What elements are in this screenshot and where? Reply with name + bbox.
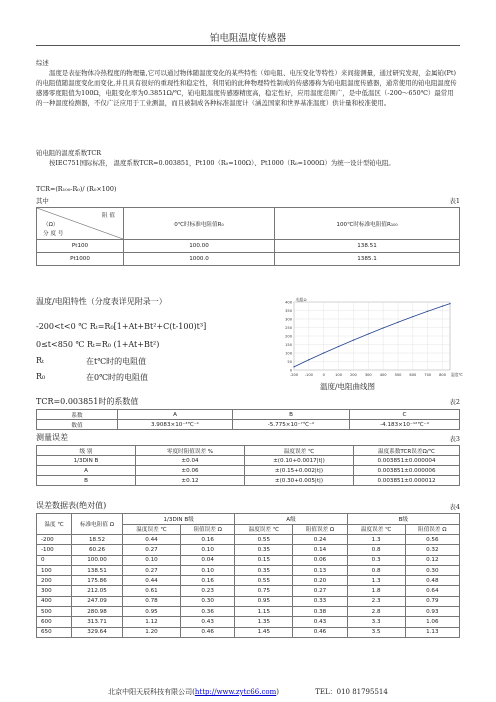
x-tick-label: 100 [335, 373, 343, 377]
table-cell: -100 [37, 545, 72, 555]
table-cell: 2.8 [347, 607, 405, 617]
table-cell: B级 [347, 514, 459, 525]
table-cell: 0.78 [123, 596, 181, 606]
table-cell: 0.32 [405, 545, 459, 555]
table-cell: 0.56 [405, 535, 459, 545]
table-cell: 0.27 [123, 545, 181, 555]
table-cell: 138.51 [275, 240, 460, 253]
table1-col-r100: 100℃时标准电阻值R₁₀₀ [275, 208, 460, 240]
table-cell: 0.16 [181, 535, 235, 545]
table-cell: 200 [37, 576, 72, 586]
y-tick-label: 150 [285, 343, 292, 347]
table-cell: 600 [37, 617, 72, 627]
table-cell: 温度误差 ℃ [235, 524, 293, 535]
data-point [308, 359, 309, 360]
error-heading: 测量误差 [36, 433, 68, 442]
table-cell: 300 [37, 586, 72, 596]
table1-label: 表1 [449, 197, 460, 205]
table-cell: 0.44 [123, 535, 181, 545]
table-cell: 0.38 [293, 607, 347, 617]
x-tick-label: 0 [322, 373, 325, 377]
table-cell: 1.8 [347, 586, 405, 596]
table1-corner [37, 208, 124, 240]
table-cell: 阻值误差 Ω [293, 524, 347, 535]
table-cell: 0.95 [235, 596, 293, 606]
table-cell: 0.16 [181, 576, 235, 586]
table-cell: 温度误差 ℃ [245, 446, 354, 456]
table-row [37, 596, 460, 606]
table-cell: 阻值误差 Ω [405, 524, 459, 535]
table-cell: 175.86 [72, 576, 123, 586]
table-row [37, 476, 460, 486]
table-cell: 138.51 [72, 565, 123, 575]
table-cell: 0.75 [235, 586, 293, 596]
header-rule [36, 45, 460, 46]
y-tick-label: 400 [285, 300, 292, 305]
table-cell: 温度系数TCR误差Ω/℃ [354, 446, 460, 456]
table-cell: 0 [37, 555, 72, 565]
tcr-formula: TCR=(R₁₀₀-R₀)/ (R₀×100) [36, 185, 117, 193]
table-cell: 212.05 [72, 586, 123, 596]
page-title: 铂电阻温度传感器 [209, 33, 286, 44]
table-cell: 650 [37, 627, 72, 637]
table-row [37, 617, 460, 627]
x-tick-label: 500 [394, 373, 402, 377]
r0-symbol: R₀ [36, 372, 46, 381]
table-cell: 0.13 [293, 565, 347, 575]
table-cell: 温度误差 ℃ [123, 524, 181, 535]
table-cell: 0.27 [123, 565, 181, 575]
table-cell: 数值 [37, 420, 118, 430]
x-tick-label: 600 [409, 373, 417, 377]
y-tick-label: 300 [285, 317, 292, 322]
table-row [37, 565, 460, 575]
x-tick-label: 200 [349, 373, 357, 377]
table-cell: 0.27 [293, 586, 347, 596]
table-cell: 0.10 [181, 565, 235, 575]
rt-description: 在t℃时的电阻值 [86, 357, 147, 366]
table-cell: 100.00 [72, 555, 123, 565]
table-cell: 标准电阻值 Ω [72, 514, 123, 535]
table-cell: C [350, 410, 460, 420]
y-tick-label: 350 [285, 309, 292, 313]
table-cell: 3.5 [347, 627, 405, 637]
table-cell: 0.8 [347, 565, 405, 575]
table-row [37, 466, 460, 476]
table-cell: 280.98 [72, 607, 123, 617]
y-tick-label: 100 [285, 351, 292, 356]
table-cell: 0.35 [235, 545, 293, 555]
table-row [37, 627, 460, 637]
table-row [37, 535, 460, 545]
table-cell: 400 [37, 596, 72, 606]
table4-label: 表4 [449, 503, 460, 511]
table-cell: 0.55 [235, 576, 293, 586]
chart-caption: 温度/电阻曲线图 [320, 382, 376, 391]
table-cell: 0.46 [293, 627, 347, 637]
data-point [412, 316, 413, 317]
temperature-resistance-chart [268, 296, 464, 384]
x-tick-label: -200 [289, 373, 299, 377]
table-cell: 0.20 [293, 576, 347, 586]
table-cell: -5.775×10⁻⁷℃⁻² [233, 420, 350, 430]
coefficient-table [36, 409, 460, 430]
overview-heading: 综述 [36, 59, 49, 67]
among-label: 其中 [36, 197, 49, 205]
y-axis-label: 电阻Ω [296, 297, 307, 302]
table-cell: B [37, 476, 136, 486]
table-cell: 0.003851±0.000012 [354, 476, 460, 486]
table-cell: 0.55 [235, 535, 293, 545]
table-cell: 18.52 [72, 535, 123, 545]
data-point [368, 333, 369, 334]
error-data-heading: 误差数据表(绝对值) [36, 501, 107, 510]
data-point [353, 340, 354, 341]
table-cell: 0.15 [235, 555, 293, 565]
table-cell: 0.10 [123, 555, 181, 565]
table-cell: B [233, 410, 350, 420]
table-row [37, 253, 460, 266]
table-cell: 0.14 [293, 545, 347, 555]
table-cell: 247.09 [72, 596, 123, 606]
footer-tel: TEL：010 81795514 [315, 688, 388, 696]
y-tick-label: 200 [285, 334, 292, 339]
footer-company: 北京中阳天辰科技有限公司( [108, 688, 195, 696]
footer-paren: ) [276, 688, 279, 696]
table-cell: 1/3DIN B [37, 456, 136, 466]
table-cell: 0.24 [293, 535, 347, 545]
table-cell: 0.06 [293, 555, 347, 565]
table-row [37, 410, 460, 420]
table-cell: 329.64 [72, 627, 123, 637]
footer [0, 687, 496, 697]
y-tick-label: 50 [287, 360, 292, 364]
equation-negative: -200<t<0 ℃ Rₜ=R₀[1+At+Bt²+C(t-100)t³] [36, 322, 207, 331]
table-cell: 1.20 [123, 627, 181, 637]
table-cell: ±0.12 [136, 476, 245, 486]
resistance-table [36, 207, 460, 266]
table-cell: A [37, 466, 136, 476]
table1-col-r0: 0℃时标准电阻值R₀ [124, 208, 275, 240]
rt-symbol: Rₜ [36, 356, 44, 365]
table-cell: 0.48 [405, 576, 459, 586]
table-cell: A [118, 410, 233, 420]
corner-top-label: 阻 值 [102, 213, 115, 219]
table-cell: 0.10 [181, 545, 235, 555]
table-cell: 100 [37, 565, 72, 575]
table-cell: 0.43 [293, 617, 347, 627]
table-cell: 1.3 [347, 576, 405, 586]
table-header-row [37, 514, 460, 525]
table-cell: 0.003851±0.000004 [354, 456, 460, 466]
x-tick-label: 800 [439, 373, 447, 377]
table-cell: 0.33 [293, 596, 347, 606]
data-point [293, 366, 294, 367]
table-cell: 1.35 [235, 617, 293, 627]
overview-body: 温度是表征物体冷热程度的物理量,它可以通过物体随温度变化的某些特性（如电阻、电压变化等特性）来间接测量，通过研究发现，金属铂(Pt)的电阻值随温度变化而变化,并且具有很好的重现性和稳定性，利用铂的此种物理特性制成的传感器称为铂电阻温度传感器，通常使用的铂电阻温度传感器零度阻值为100Ω，电阻变化率为0.3851Ω/℃，铂电阻温度传感器精度高，稳定性好，应用温度范围广，是中低温区（-200～650℃）最常用的一种温度检测器，不仅广泛应用于工业测温，而且被制成各种标准温度计（涵盖国家和世界基准温度）供计量和校准使用。 [36, 69, 457, 107]
x-tick-label: 400 [379, 373, 387, 377]
table-row [37, 545, 460, 555]
table-cell: ±(0.15+0.002|t|) [245, 466, 354, 476]
data-point [323, 352, 324, 353]
table-cell: 0.61 [123, 586, 181, 596]
table-cell: 0.46 [181, 627, 235, 637]
footer-website-link[interactable]: http://www.zytc66.com [194, 688, 277, 696]
table-cell: 0.79 [405, 596, 459, 606]
tcr-heading: 铂电阻的温度系数TCR [36, 149, 102, 157]
table-cell: 3.3 [347, 617, 405, 627]
table-cell: 阻值误差 Ω [181, 524, 235, 535]
characteristic-heading: 温度/电阻特性（分度表详见附录一） [36, 297, 167, 306]
table-cell: 1.12 [123, 617, 181, 627]
table-cell: 0.44 [123, 576, 181, 586]
table-cell: 0.30 [405, 565, 459, 575]
table-cell: 1000.0 [124, 253, 275, 266]
table-cell: Pt1000 [37, 253, 124, 266]
data-point [383, 327, 384, 328]
data-point [442, 306, 443, 307]
table-cell: 0.04 [181, 555, 235, 565]
table-row [37, 555, 460, 565]
table-cell: ±(0.10+0.0017|t|) [245, 456, 354, 466]
table-cell: 1.13 [405, 627, 459, 637]
coef-heading: TCR=0.003851时的系数值 [36, 397, 139, 406]
equation-positive: 0≤t<850 ℃ Rₜ=R₀ (1+At+Bt²) [36, 340, 160, 349]
table2-label: 表2 [449, 398, 460, 406]
table-row [37, 420, 460, 430]
table-cell: 0.93 [405, 607, 459, 617]
table3-label: 表3 [449, 435, 460, 443]
r0-description: 在0℃时的电阻值 [86, 373, 149, 382]
table-cell: -4.183×10⁻¹²℃⁻⁴ [350, 420, 460, 430]
error-data-table [36, 513, 460, 638]
table-cell: 温度误差 ℃ [347, 524, 405, 535]
table-cell: 级 别 [37, 446, 136, 456]
x-tick-label: 300 [364, 373, 372, 377]
table-cell: 0.36 [181, 607, 235, 617]
table-cell: ±0.06 [136, 466, 245, 476]
table-cell: Pt100 [37, 240, 124, 253]
y-tick-label: 250 [285, 326, 292, 330]
table-cell: 313.71 [72, 617, 123, 627]
table-row [37, 240, 460, 253]
table-cell: ±0.04 [136, 456, 245, 466]
table-cell: ±(0.30+0.005|t|) [245, 476, 354, 486]
table-cell: 1.45 [235, 627, 293, 637]
table-row [37, 607, 460, 617]
table-cell: 0.95 [123, 607, 181, 617]
table-cell: -200 [37, 535, 72, 545]
error-table [36, 445, 460, 486]
table-row [37, 456, 460, 466]
table-cell: 0.3 [347, 555, 405, 565]
table-cell: 1.3 [347, 535, 405, 545]
table-cell: 1.06 [405, 617, 459, 627]
table-header-row [37, 446, 460, 456]
table-cell: 0.43 [181, 617, 235, 627]
table-cell: 3.9083×10⁻³℃⁻¹ [118, 420, 233, 430]
table-cell: 0.35 [235, 565, 293, 575]
table-cell: 0.23 [181, 586, 235, 596]
table-cell: 系数 [37, 410, 118, 420]
table-cell: A级 [235, 514, 347, 525]
corner-mid-label: （Ω） [43, 222, 59, 228]
corner-bottom-label: 分 度 号 [43, 231, 64, 237]
data-point [397, 322, 398, 323]
table-cell: 0.12 [405, 555, 459, 565]
table-row [37, 586, 460, 596]
y-tick-label: 0 [289, 368, 292, 373]
table-cell: 0.003851±0.000006 [354, 466, 460, 476]
table-cell: 1.15 [235, 607, 293, 617]
tcr-text: 按IEC751国际标准， 温度系数TCR=0.003851，Pt100（R₀=100Ω）、Pt1000（R₀=1000Ω）为统一设计型铂电阻。 [49, 159, 395, 167]
table-cell: 100.00 [124, 240, 275, 253]
data-point [427, 311, 428, 312]
x-axis-label: 温度℃ [451, 372, 463, 377]
data-point [338, 346, 339, 347]
table-cell: 2.3 [347, 596, 405, 606]
table-cell: 0.64 [405, 586, 459, 596]
table-cell: 500 [37, 607, 72, 617]
x-tick-label: 700 [424, 373, 432, 377]
table-cell: 1/3DIN B级 [123, 514, 235, 525]
table-cell: 1385.1 [275, 253, 460, 266]
x-tick-label: -100 [304, 373, 313, 377]
table-cell: 零度时阻值误差 % [136, 446, 245, 456]
table-cell: 0.8 [347, 545, 405, 555]
data-point [449, 303, 450, 304]
table-cell: 温度 ℃ [37, 514, 72, 535]
table-cell: 0.30 [181, 596, 235, 606]
table-cell: 60.26 [72, 545, 123, 555]
table-row [37, 576, 460, 586]
